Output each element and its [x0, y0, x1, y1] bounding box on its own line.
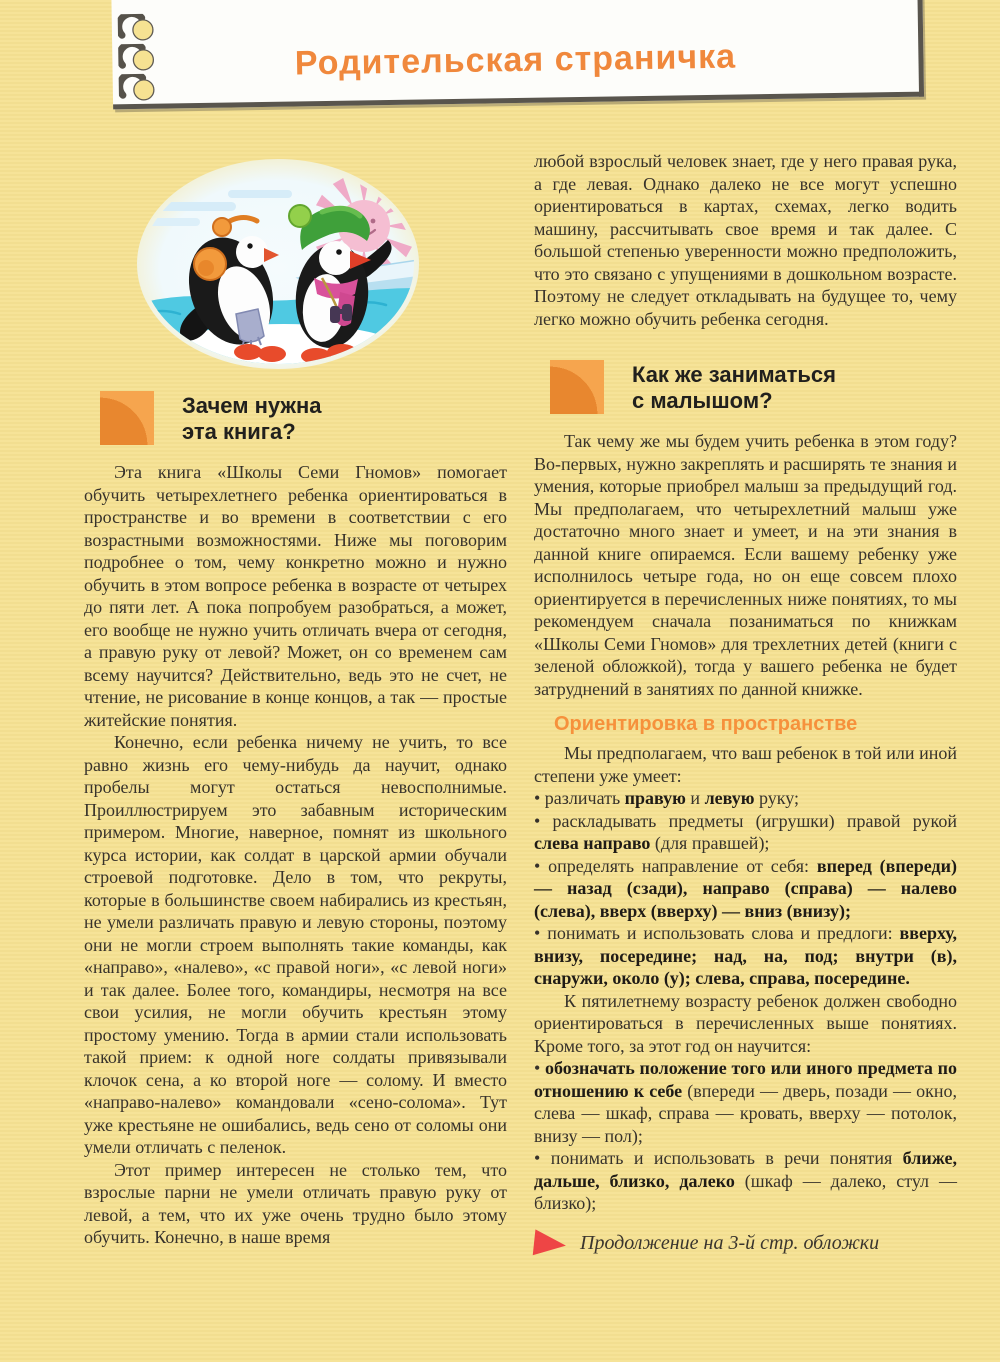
bullet-item: • понимать и использовать в речи понятия ближе, дальше, близко, далеко (шкаф — далеко, стул — близко);	[534, 1148, 957, 1213]
paragraph-continuation: любой взрослый человек знает, где у него правая рука, а где левая. Однако далеко не все могут успешно ориентироваться в картах, схемах, легко водить машину, рассчитывать свое время и так далее. С большой степенью уверенности можно предположить, что это связано с упущениями в дошкольном возрасте. Поэтому не следует откладывать на будущее то, чему легко можно обучить ребенка сегодня.	[534, 151, 957, 329]
penguins-illustration	[136, 156, 421, 371]
right-column	[534, 150, 957, 1257]
paragraph: Этот пример интересен не столько тем, что взрослые парни не умели отличать правую руку от левой, а тем, что их уже очень трудно было этому обучить. Конечно, в наше время	[84, 1159, 507, 1247]
continuation-arrow-icon	[533, 1229, 568, 1258]
continuation-footer	[534, 1231, 957, 1257]
subheading-orientation: Ориентировка в пространстве	[554, 713, 858, 735]
paragraph: Эта книга «Школы Семи Гномов» помогает обучить четырехлетнего ребенка ориентироваться в пространстве и во времени в соответствии с его возрастными возможностями. Ниже мы поговорим подробнее о том, чему конкретно можно и нужно обучить в этом вопросе ребенка в возрасте от четырех до пяти лет. А пока попробуем разобраться, а может, его вообще не нужно учить отличать вчера от сегодня, а правую руку от левой? Может, он со временем сам всему научится? Действительно, ведь это не счет, не чтение, не рисование в конце концов, а так — простые житейские понятия.	[84, 462, 507, 730]
section-head-why-book	[100, 391, 507, 445]
section-square-icon	[550, 360, 604, 414]
bullet-item: • различать правую и левую руку;	[534, 788, 800, 808]
paragraph: Мы предполагаем, что ваш ребенок в той или иной степени уже умеет:	[534, 743, 957, 786]
bullet-item: • обозначать положение того или иного предмета по отношению к себе (впереди — дверь, позади — окно, слева — шкаф, справа — кровать, вверху — потолок, внизу — пол);	[534, 1058, 957, 1146]
paragraph: Конечно, если ребенка ничему не учить, то все равно жизнь его чему-нибудь да научит, однако пробелы могут остаться невосполнимые. Проиллюстрируем это забавным историческим примером. Многие, наверное, помнят из школьного курса истории, как солдат в царской армии обучали строевой подготовке. Дело в том, что рекруты, которые в большинстве своем набирались из крестьян, не умели различать правую и левую стороны, поэтому они не могли строем выполнять такие команды, как «направо», «налево», «с правой ноги», «с левой ноги» и так далее. Более того, командиры, несмотря на все свои усилия, не могли обучить крестьян этому простому умению. Тогда в армии стали использовать такой прием: к одной ноге солдаты привязывали клочок сена, а ко второй ноге — солому. И вместо «направо-налево» командовали «сено-солома». Тут уже крестьяне не ошибались, ведь сено от соломы они умели отличать с пеленок.	[84, 732, 507, 1157]
section-head-how-to-study	[550, 360, 957, 414]
header-banner	[111, 0, 924, 109]
bullet-item: • понимать и использовать слова и предлоги: вверху, внизу, посередине; над, на, под; внутри (в), снаружи, около (у); слева, справа, посередине.	[534, 923, 957, 988]
page-title: Родительская страничка	[294, 37, 737, 83]
section-title: Зачем нужна эта книга?	[182, 393, 322, 444]
bullet-item: • определять направление от себя: вперед (впереди) — назад (сзади), направо (справа) — налево (слева), вверх (вверху) — вниз (внизу);	[534, 855, 957, 921]
left-column	[84, 150, 507, 1249]
bullet-item: • раскладывать предметы (игрушки) правой рукой слева направо (для правшей);	[534, 810, 957, 853]
section-title: Как же заниматься с малышом?	[632, 362, 836, 413]
binder-hole-icon	[118, 14, 158, 43]
paragraph: Так чему же мы будем учить ребенка в этом году? Во-первых, нужно закреплять и расширять те знания и умения, которые приобрел малыш за предыдущий год. Мы предполагаем, что четырехлетний малыш уже достаточно много знает и умеет, и на эти знания в данной книге опираемся. Если вашему ребенку уже исполнилось четыре года, но он еще совсем плохо ориентируется в перечисленных ниже понятиях, то мы рекомендуем сначала позаниматься по книжкам «Школы Семи Гномов» для трехлетних детей (книги с зеленой обложкой), тогда у вашего ребенка не будет затруднений в занятиях по данной книжке.	[534, 431, 957, 699]
paragraph: К пятилетнему возрасту ребенок должен свободно ориентироваться в перечисленных выше понятиях. Кроме того, за этот год он научится:	[534, 990, 957, 1056]
section-square-icon	[100, 391, 154, 445]
continuation-text: Продолжение на 3-й стр. обложки	[580, 1232, 880, 1255]
